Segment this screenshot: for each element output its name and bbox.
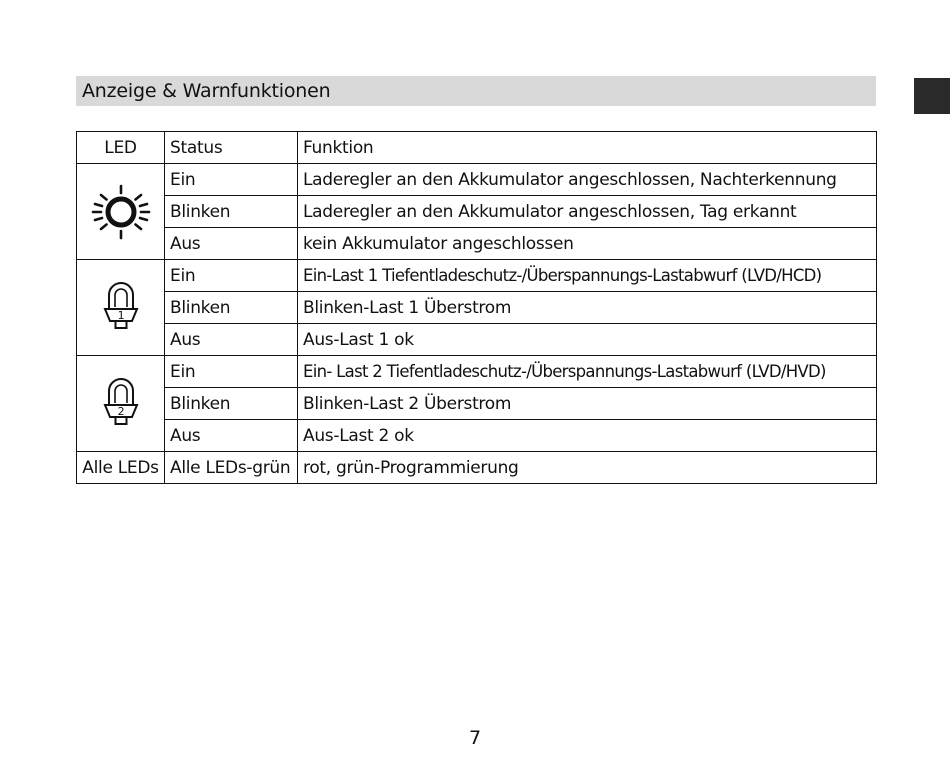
table-row xyxy=(77,356,877,388)
section-header xyxy=(76,76,876,106)
table-row xyxy=(77,164,877,196)
bulb-2-icon xyxy=(80,375,161,433)
function-cell: Aus-Last 1 ok xyxy=(298,324,877,356)
led-cell-load-2 xyxy=(77,356,165,452)
function-cell: kein Akkumulator angeschlossen xyxy=(298,228,877,260)
function-cell: Blinken-Last 2 Überstrom xyxy=(298,388,877,420)
bulb-1-icon xyxy=(80,279,161,337)
section-title: Anzeige & Warnfunktionen xyxy=(82,80,331,102)
led-cell-load-1 xyxy=(77,260,165,356)
status-cell: Blinken xyxy=(165,292,298,324)
led-cell-sun xyxy=(77,164,165,260)
header-function: Funktion xyxy=(298,132,877,164)
table-header-row xyxy=(77,132,877,164)
table-row xyxy=(77,388,877,420)
bulb-1-label: 1 xyxy=(117,308,124,322)
function-cell: Ein-Last 1 Tiefentladeschutz-/Überspannungs-Lastabwurf (LVD/HCD) xyxy=(298,260,877,292)
table-row xyxy=(77,324,877,356)
table-row xyxy=(77,228,877,260)
table-row xyxy=(77,292,877,324)
bulb-2-label: 2 xyxy=(117,404,124,418)
function-cell: Blinken-Last 1 Überstrom xyxy=(298,292,877,324)
page-tab-marker xyxy=(914,78,950,114)
function-cell: Aus-Last 2 ok xyxy=(298,420,877,452)
function-cell: rot, grün-Programmierung xyxy=(298,452,877,484)
status-cell: Ein xyxy=(165,356,298,388)
header-led: LED xyxy=(77,132,165,164)
status-cell: Aus xyxy=(165,420,298,452)
header-status: Status xyxy=(165,132,298,164)
table-row xyxy=(77,420,877,452)
led-cell-all: Alle LEDs xyxy=(77,452,165,484)
table-row-all-leds xyxy=(77,452,877,484)
status-cell: Blinken xyxy=(165,196,298,228)
function-cell: Laderegler an den Akkumulator angeschlossen, Nachterkennung xyxy=(298,164,877,196)
page-number: 7 xyxy=(468,727,482,749)
table-row xyxy=(77,260,877,292)
table-row xyxy=(77,196,877,228)
led-status-table xyxy=(76,131,877,484)
function-cell: Laderegler an den Akkumulator angeschlossen, Tag erkannt xyxy=(298,196,877,228)
status-cell: Ein xyxy=(165,164,298,196)
status-cell: Aus xyxy=(165,228,298,260)
function-cell: Ein- Last 2 Tiefentladeschutz-/Überspannungs-Lastabwurf (LVD/HVD) xyxy=(298,356,877,388)
sun-icon xyxy=(80,184,161,240)
status-cell: Ein xyxy=(165,260,298,292)
status-cell: Aus xyxy=(165,324,298,356)
status-cell: Blinken xyxy=(165,388,298,420)
status-cell: Alle LEDs-grün xyxy=(165,452,298,484)
